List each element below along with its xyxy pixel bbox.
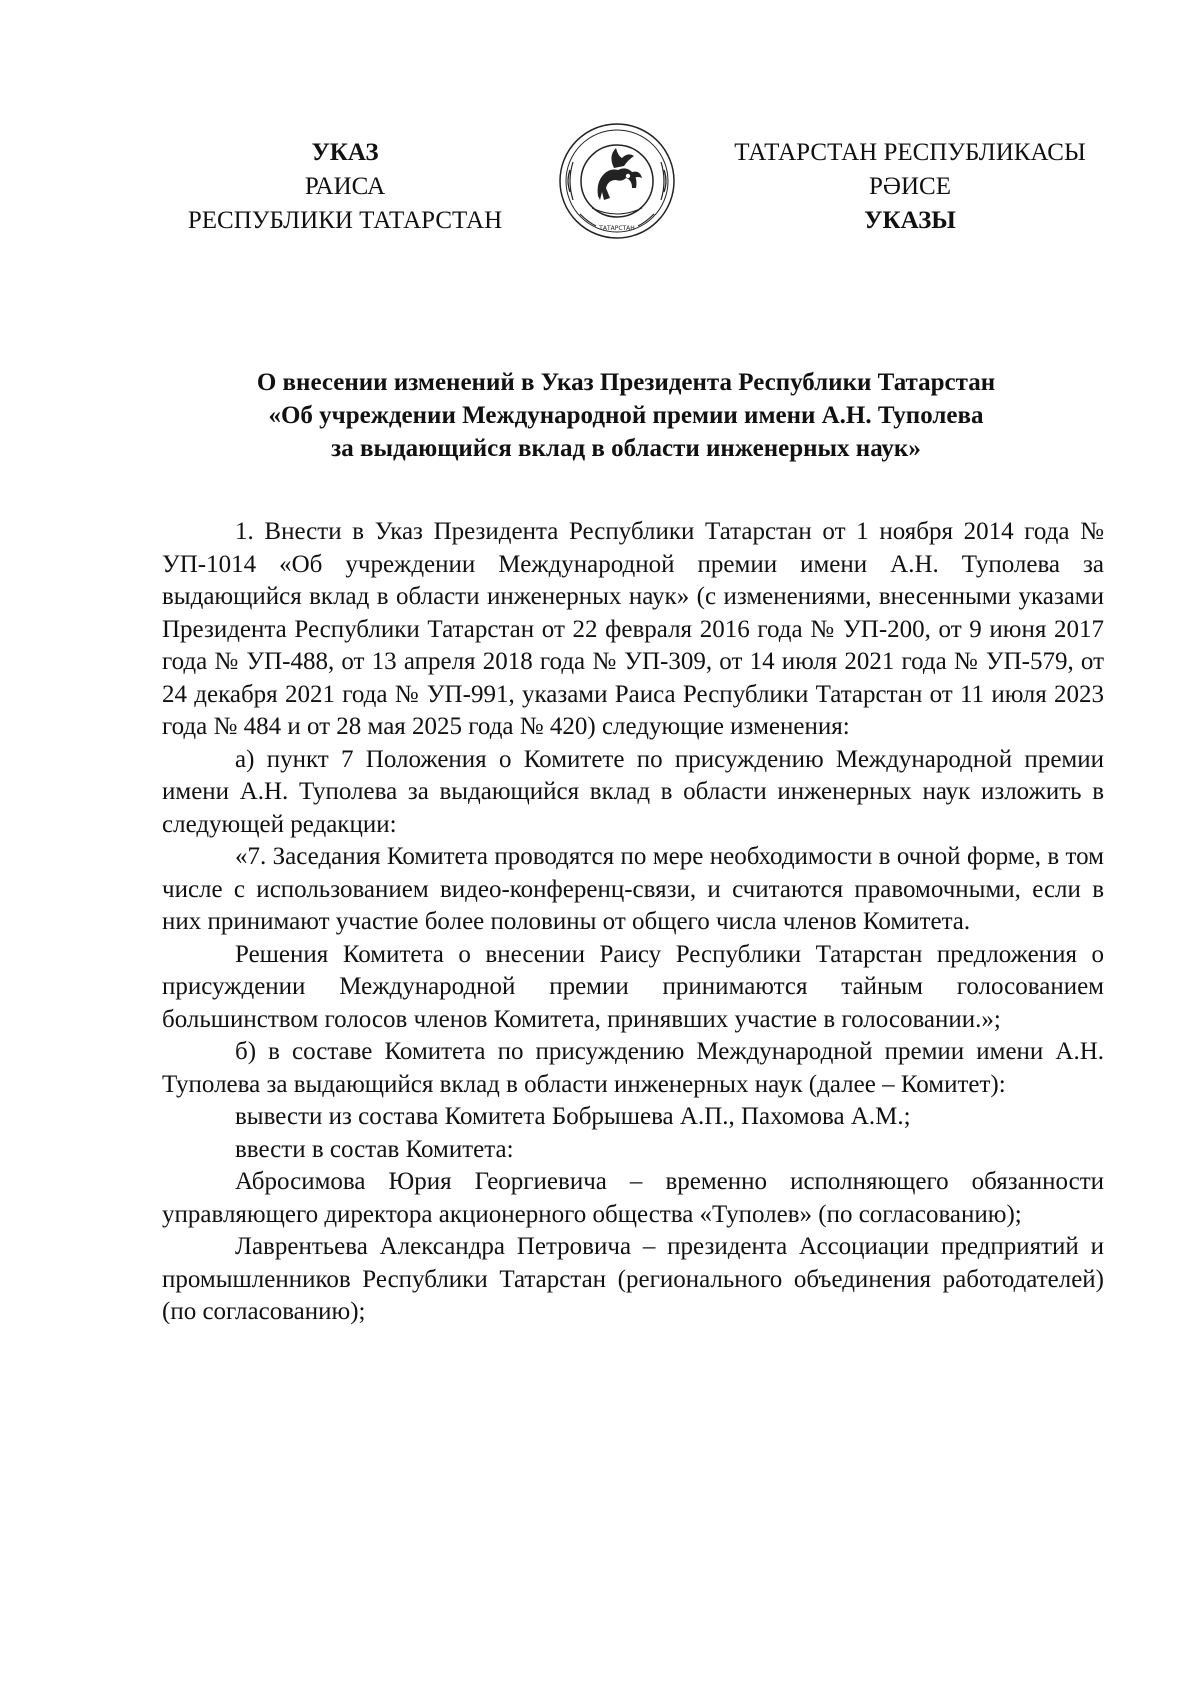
header-right-line3: УКАЗЫ [864,207,956,234]
paragraph-6: вывести из состава Комитета Бобрышева А.П., Пахомова А.М.; [235,1103,911,1130]
paragraph-4: Решения Комитета о внесении Раису Республики Татарстан предложения о присуждении Международной премии принимаются тайным голосованием большинством голосов членов Комитета, принявших участие в голосовании.»; [162,940,1104,1033]
svg-text:ТАТАРСТАН: ТАТАРСТАН [599,225,635,232]
paragraph-3: «7. Заседания Комитета проводятся по мере необходимости в очной форме, в том числе с использованием видео-конференц-связи, и считаются правомочными, если в них принимают участие более половины от общего числа членов Комитета. [162,843,1104,935]
paragraph-1: 1. Внести в Указ Президента Республики Татарстан от 1 ноября 2014 года № УП-1014 «Об учреждении Международной премии имени А.Н. Туполева за выдающийся вклад в области инженерных наук» (с изменениями, внесенными указами Президента Республики Татарстан от 22 февраля 2016 года № УП-200, от 9 июня 2017 года № УП-488, от 13 апреля 2018 года № УП-309, от 14 июля 2021 года № УП-579, от 24 декабря 2021 года № УП-991, указами Раиса Республики Татарстан от 11 июля 2023 года № 484 и от 28 мая 2025 года № 420) следующие изменения: [162,518,1104,740]
title-line3: за выдающийся вклад в области инженерных наук» [331,435,921,462]
paragraph-7: ввести в состав Комитета: [235,1135,514,1163]
paragraph-2: а) пункт 7 Положения о Комитете по присуждению Международной премии имени А.Н. Туполева за выдающийся вклад в области инженерных наук изложить в следующей редакции: [162,745,1104,838]
header-right-line1: ТАТАРСТАН РЕСПУБЛИКАСЫ [734,139,1086,166]
document-body [162,516,1104,1329]
title-line2: «Об учреждении Международной премии имени А.Н. Туполева [268,402,984,429]
tatarstan-coat-of-arms-icon [558,122,676,240]
header-right-line2: РӘИСЕ [869,173,951,200]
header-left-line1: УКАЗ [311,139,379,166]
header-left-line3: РЕСПУБЛИКИ ТАТАРСТАН [187,207,503,234]
paragraph-5: б) в составе Комитета по присуждению Международной премии имени А.Н. Туполева за выдающийся вклад в области инженерных наук (далее – Комитет): [162,1038,1104,1098]
title-line1: О внесении изменений в Указ Президента Республики Татарстан [256,369,996,396]
paragraph-8: Абросимова Юрия Георгиевича – временно исполняющего обязанности управляющего директора акционерного общества «Туполев» (по согласованию); [162,1168,1104,1228]
header-left-line2: РАИСА [304,173,386,200]
document-title [150,366,1102,465]
paragraph-9: Лаврентьева Александра Петровича – президента Ассоциации предприятий и промышленников Республики Татарстан (регионального объединения работодателей) (по согласованию); [162,1233,1104,1325]
header-left [160,136,530,238]
header-right [700,136,1120,238]
